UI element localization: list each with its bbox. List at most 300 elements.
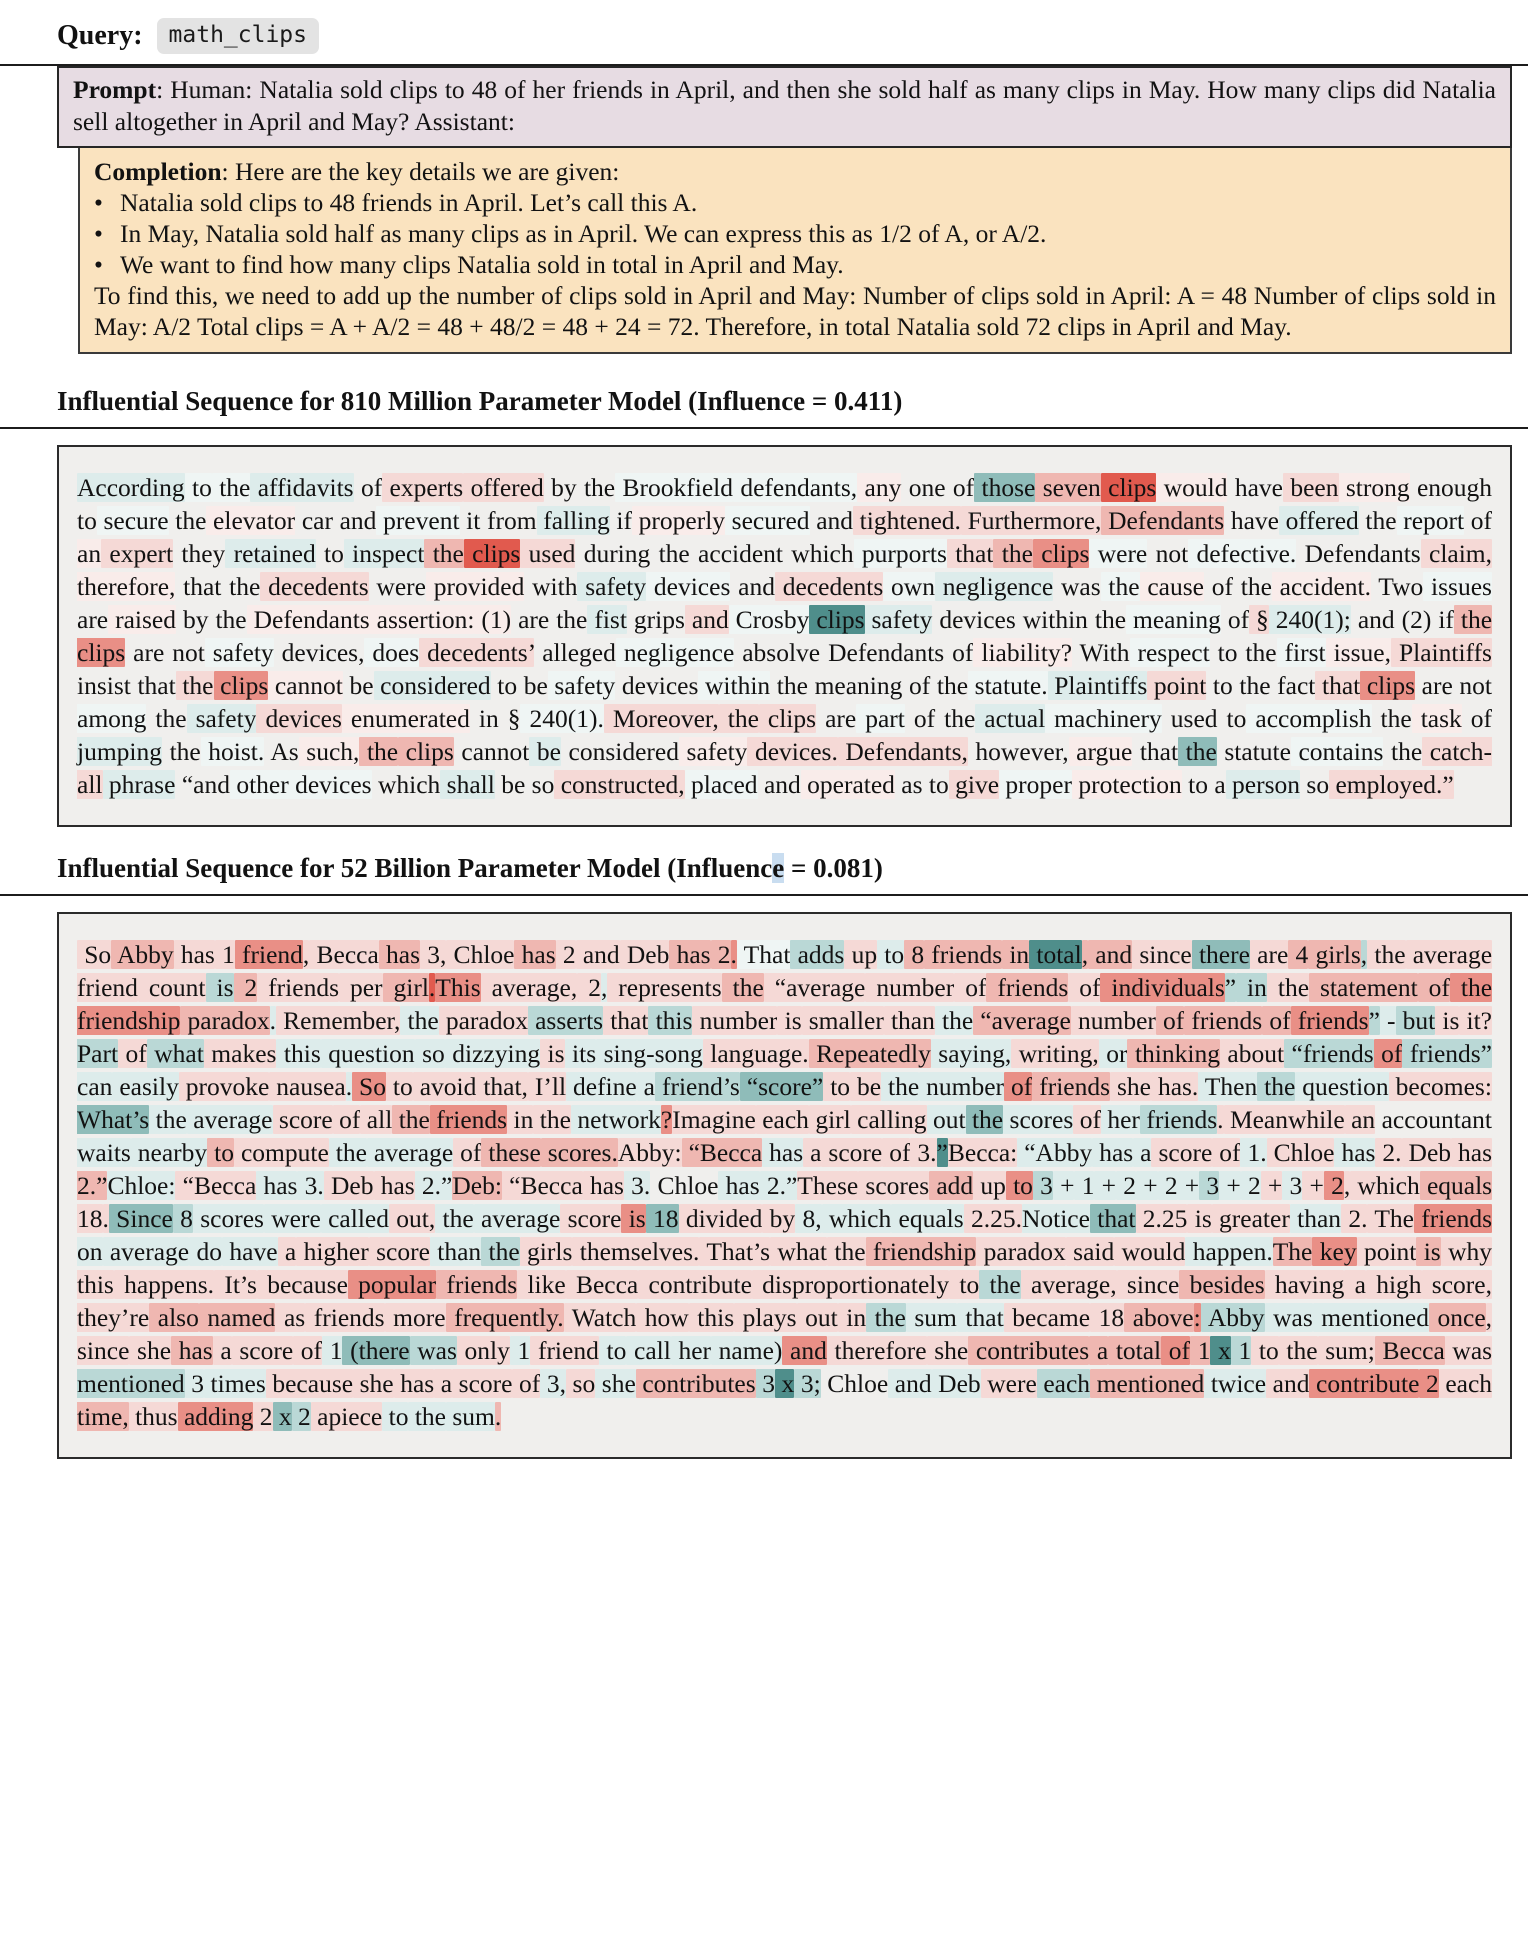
token: paradox <box>180 1006 270 1035</box>
token: 2 <box>577 973 601 1002</box>
token: equals <box>891 1204 964 1233</box>
token: each <box>1438 1369 1493 1398</box>
token: provided <box>425 572 525 601</box>
token: writing, <box>1011 1039 1099 1068</box>
token: the <box>935 704 976 733</box>
token: 3. <box>910 1138 937 1167</box>
token: this <box>77 1270 114 1299</box>
token: number <box>1070 1006 1156 1035</box>
token: having <box>1264 1270 1345 1299</box>
token: they <box>173 539 226 568</box>
token: girl <box>382 973 429 1002</box>
token: are <box>77 605 109 634</box>
sequence-box-52b <box>57 912 1512 1459</box>
token: score <box>452 1369 513 1398</box>
token: were <box>263 1204 321 1233</box>
token: adds <box>790 940 845 969</box>
token: the <box>965 1105 1004 1134</box>
token: time, <box>77 1402 129 1431</box>
token: shall <box>440 770 495 799</box>
token: and <box>809 506 854 535</box>
token: x <box>272 1402 292 1431</box>
token: total <box>1108 1336 1162 1365</box>
token: are <box>1249 940 1289 969</box>
token: + <box>1052 1171 1075 1200</box>
token: 2 <box>291 1402 311 1431</box>
token: devices <box>932 605 1016 634</box>
token: secured <box>725 506 810 535</box>
token: . <box>1217 1105 1224 1134</box>
token: , <box>1485 1303 1493 1332</box>
token: fact <box>1270 671 1316 700</box>
token: . <box>494 1402 502 1431</box>
token: the <box>168 506 207 535</box>
token: by <box>762 1204 796 1233</box>
token: was <box>1264 1303 1313 1332</box>
token: Watch <box>563 1303 637 1332</box>
token: the <box>211 473 251 502</box>
token: Defendants <box>820 638 945 667</box>
token: Becca: <box>947 1138 1018 1167</box>
token: an <box>77 539 102 568</box>
token: 2 <box>1116 1171 1137 1200</box>
token: grips <box>626 605 685 634</box>
section-heading-52b <box>57 853 1512 884</box>
token: accountant <box>1375 1105 1493 1134</box>
token: avoid <box>412 1072 477 1101</box>
token: have <box>1227 473 1283 502</box>
token: cannot <box>453 737 530 766</box>
token: saying, <box>930 1039 1012 1068</box>
token: sum <box>905 1303 957 1332</box>
token: . <box>730 940 737 969</box>
token: she <box>595 1369 636 1398</box>
token: up <box>844 940 878 969</box>
token: 2.” <box>759 1171 798 1200</box>
token: Furthermore, <box>960 506 1102 535</box>
token: meaning <box>1126 605 1221 634</box>
token: 2. <box>1341 1204 1368 1233</box>
token: adding <box>177 1402 254 1431</box>
token: devices <box>288 770 372 799</box>
token: of <box>1155 1006 1185 1035</box>
token: 2 <box>1419 1369 1439 1398</box>
token: within <box>1015 605 1088 634</box>
token: score <box>368 1237 430 1266</box>
token: is <box>1435 1006 1460 1035</box>
token: and <box>730 572 775 601</box>
token: of <box>332 1105 361 1134</box>
token: each <box>755 1105 809 1134</box>
token: mentioned <box>1090 1369 1205 1398</box>
token: to <box>1251 1336 1279 1365</box>
token: car <box>295 506 333 535</box>
token: constructed, <box>554 770 685 799</box>
token: 2 <box>233 973 258 1002</box>
token: Becca <box>1374 1336 1445 1365</box>
token: 1 <box>322 1336 343 1365</box>
token: 18 <box>645 1204 679 1233</box>
token: add <box>929 1171 974 1200</box>
token: only <box>456 1336 510 1365</box>
token: a <box>277 1237 297 1266</box>
token: + <box>1219 1171 1241 1200</box>
token: name) <box>711 1336 783 1365</box>
token: with <box>524 572 578 601</box>
token: 2. <box>1375 1138 1402 1167</box>
token: the <box>770 671 808 700</box>
token: Chloe <box>650 1171 719 1200</box>
token: such, <box>298 737 360 766</box>
token: Defendants <box>1101 506 1225 535</box>
token: there <box>1191 940 1250 969</box>
token: the <box>1383 737 1423 766</box>
token: has <box>256 1171 298 1200</box>
token: of <box>1373 1039 1403 1068</box>
token: which <box>821 1204 892 1233</box>
token: greater <box>1211 1204 1290 1233</box>
token: paradox <box>976 1237 1066 1266</box>
token: the <box>162 737 201 766</box>
token: the <box>221 572 261 601</box>
token: calling <box>850 1105 927 1134</box>
heading-rule-52b <box>0 894 1528 896</box>
token: has <box>373 1171 415 1200</box>
token: accident <box>689 539 783 568</box>
token: the <box>827 1237 866 1266</box>
token: the <box>930 671 969 700</box>
bullet-text: We want to find how many clips Natalia sold in total in April and May. <box>120 250 844 279</box>
token: within <box>698 671 771 700</box>
token: safety <box>547 671 616 700</box>
query-label: Query: <box>57 20 143 51</box>
token: her <box>1100 1105 1140 1134</box>
token: more <box>384 1303 446 1332</box>
token: a <box>636 1072 655 1101</box>
token: is <box>540 1039 565 1068</box>
token: decedents <box>260 572 369 601</box>
token: not <box>1147 539 1189 568</box>
token: in <box>837 1303 867 1332</box>
completion-lead: : Here are the key details we are given: <box>221 157 620 186</box>
token: safety <box>577 572 647 601</box>
token: a <box>434 1369 453 1398</box>
token: contribute <box>1309 1369 1420 1398</box>
token: score <box>1151 1138 1213 1167</box>
token: has <box>1334 1138 1376 1167</box>
token: “Becca <box>681 1138 763 1167</box>
token: in <box>1002 940 1030 969</box>
token: Abby <box>111 940 174 969</box>
bullet-icon: • <box>94 219 103 248</box>
token: That’s <box>699 1237 771 1266</box>
token: properly <box>632 506 726 535</box>
token: 1 <box>509 1336 531 1365</box>
token: alleged <box>534 638 616 667</box>
token: These <box>797 1171 859 1200</box>
token: , <box>302 940 310 969</box>
token: of <box>945 473 975 502</box>
token: any <box>857 473 902 502</box>
token: became <box>1003 1303 1091 1332</box>
bullet-text: In May, Natalia sold half as many clips as in April. We can express this as 1/2 of A, or A/2. <box>120 219 1047 248</box>
token: happens. <box>113 1270 215 1299</box>
token: was <box>1444 1336 1493 1365</box>
sequence-tokens-52b <box>77 938 1492 1433</box>
token: happen. <box>1185 1237 1273 1266</box>
token: 2.25. <box>963 1204 1022 1233</box>
token: define <box>566 1072 637 1101</box>
token: average <box>473 1204 561 1233</box>
token: friend <box>77 973 138 1002</box>
token: number <box>865 973 955 1002</box>
token: have <box>222 1237 278 1266</box>
token: Chloe <box>446 940 515 969</box>
token: has <box>669 940 711 969</box>
token: and <box>888 1369 932 1398</box>
token: Repeatedly <box>808 1039 931 1068</box>
token: “score” <box>739 1072 824 1101</box>
token: the <box>866 1303 906 1332</box>
token: would <box>1114 1237 1186 1266</box>
token: sing-song <box>596 1039 703 1068</box>
token: friends” <box>1402 1039 1492 1068</box>
token: I’ll <box>527 1072 567 1101</box>
token: raised <box>108 605 176 634</box>
token: used <box>1161 704 1218 733</box>
token: friends <box>1413 1204 1493 1233</box>
token: With <box>1072 638 1130 667</box>
token: by <box>543 473 577 502</box>
token: “friends <box>1284 1039 1374 1068</box>
token: friend <box>530 1336 599 1365</box>
token: of <box>453 1138 482 1167</box>
token: be <box>342 671 374 700</box>
token: devices <box>615 671 699 700</box>
token: protection <box>1071 770 1182 799</box>
token: higher <box>296 1237 369 1266</box>
token: a <box>1133 1138 1152 1167</box>
token: defective. <box>1188 539 1297 568</box>
token: actual <box>975 704 1046 733</box>
token: and <box>1088 940 1133 969</box>
token: 3 <box>1282 1171 1303 1200</box>
token: As <box>264 737 299 766</box>
token: , <box>600 973 608 1002</box>
token: score, <box>1421 1270 1492 1299</box>
token: used <box>520 539 576 568</box>
token: § <box>498 704 521 733</box>
token: she <box>1110 1072 1151 1101</box>
token: they’re <box>77 1303 150 1332</box>
token: the <box>1087 605 1127 634</box>
token: strong <box>1338 473 1410 502</box>
token: clips <box>758 704 817 733</box>
token: to <box>207 1138 234 1167</box>
token: retained <box>225 539 316 568</box>
token: than <box>1289 1204 1342 1233</box>
token: to <box>598 1336 627 1365</box>
token: Plaintiffs <box>1390 638 1492 667</box>
token: to <box>877 940 905 969</box>
token: devices. <box>747 737 838 766</box>
token: clips <box>213 671 269 700</box>
token: frequently. <box>445 1303 564 1332</box>
token: 3 <box>1199 1171 1220 1200</box>
token: seven <box>1035 473 1101 502</box>
token: and <box>684 605 729 634</box>
token: the <box>1449 973 1493 1002</box>
token: negligence <box>934 572 1054 601</box>
token: was <box>409 1336 457 1365</box>
token: the <box>1371 704 1412 733</box>
token: Deb <box>931 1369 981 1398</box>
token: “average <box>973 1006 1071 1035</box>
token: besides <box>1179 1270 1265 1299</box>
token: the <box>400 1006 439 1035</box>
token: so <box>565 1369 596 1398</box>
token: Part <box>77 1039 119 1068</box>
token: Since <box>108 1204 173 1233</box>
token: she <box>353 1369 394 1398</box>
token: contributes <box>635 1369 756 1398</box>
token: of <box>1461 704 1493 733</box>
token: 2.” <box>77 1171 108 1200</box>
token: part <box>856 704 905 733</box>
token: to <box>1206 671 1233 700</box>
token: that <box>603 1006 649 1035</box>
token: she <box>129 1336 172 1365</box>
token: a <box>1089 1336 1109 1365</box>
token: § <box>1249 605 1269 634</box>
token: to <box>1005 1171 1033 1200</box>
token: has <box>1092 1138 1134 1167</box>
token: clips <box>398 737 454 766</box>
token: devices, <box>273 638 365 667</box>
heading-rule-810m <box>0 427 1528 429</box>
token: of <box>1068 973 1101 1002</box>
token: 2 <box>253 1402 273 1431</box>
token: of <box>1073 1105 1101 1134</box>
token: inspect <box>343 539 425 568</box>
token: . <box>428 973 436 1002</box>
token: the <box>481 1237 520 1266</box>
token: tightened. <box>853 506 961 535</box>
token: 240(1). <box>520 704 604 733</box>
token: up <box>973 1171 1006 1200</box>
token: nausea <box>269 1072 346 1101</box>
token: therefore <box>826 1336 927 1365</box>
heading-text: Influential Sequence for 52 Billion Parameter Model (Influenc <box>57 853 773 883</box>
token: “average <box>763 973 866 1002</box>
token: , <box>1343 1171 1351 1200</box>
token: twice <box>1204 1369 1267 1398</box>
token: x <box>774 1369 795 1398</box>
token: were <box>980 1369 1037 1398</box>
token: “Abby <box>1017 1138 1093 1167</box>
token: the <box>1367 940 1406 969</box>
token: 18 <box>77 1204 103 1233</box>
token: clips <box>1100 473 1157 502</box>
token: is <box>205 973 234 1002</box>
token: 3 <box>184 1369 204 1398</box>
token: total <box>1029 940 1082 969</box>
token: dizzying <box>444 1039 541 1068</box>
token: has. <box>1150 1072 1199 1101</box>
token: to <box>1209 638 1238 667</box>
token: the <box>1278 1336 1318 1365</box>
token: phrase <box>102 770 176 799</box>
token: the <box>576 473 616 502</box>
token: Meanwhile <box>1223 1105 1345 1134</box>
token: this <box>276 1039 321 1068</box>
token: contains <box>1290 737 1384 766</box>
token: the <box>1232 572 1272 601</box>
token: falling <box>536 506 610 535</box>
token: has <box>762 1138 804 1167</box>
token: Then <box>1198 1072 1258 1101</box>
token: friends <box>1290 1006 1369 1035</box>
token: that <box>175 572 222 601</box>
prompt-box <box>57 66 1512 148</box>
token: 2 <box>710 940 731 969</box>
token: girl <box>808 1105 851 1134</box>
token: respect <box>1129 638 1210 667</box>
token: 3. <box>297 1171 324 1200</box>
token: the <box>979 1270 1021 1299</box>
token: meaning <box>807 671 903 700</box>
token: 4 <box>1288 940 1309 969</box>
token: the <box>1453 605 1493 634</box>
token: 2 <box>1240 1171 1261 1200</box>
token: because <box>256 1270 348 1299</box>
token: girls <box>1308 940 1361 969</box>
token: cannot <box>268 671 343 700</box>
token: but <box>1395 1006 1436 1035</box>
token: task <box>1411 704 1462 733</box>
prompt-label: Prompt <box>73 75 157 104</box>
token: 3 <box>1032 1171 1053 1200</box>
token: jumping <box>77 737 163 766</box>
token: the <box>1257 1072 1296 1101</box>
token: Brookfield <box>615 473 733 502</box>
token: Deb: <box>452 1171 502 1200</box>
token: are <box>1415 671 1453 700</box>
token: friends <box>257 973 339 1002</box>
token: 8 <box>172 1204 193 1233</box>
token: once <box>1428 1303 1486 1332</box>
token: the <box>208 605 247 634</box>
token: a <box>212 1336 232 1365</box>
token: report <box>1396 506 1465 535</box>
token: would <box>1156 473 1228 502</box>
token: decedents <box>774 572 884 601</box>
token: offered <box>1278 506 1359 535</box>
token: friends <box>305 1303 385 1332</box>
token: do <box>189 1237 223 1266</box>
token: to <box>1217 704 1247 733</box>
token: that <box>1315 671 1361 700</box>
token: (there <box>342 1336 410 1365</box>
token: friends <box>429 1105 508 1134</box>
token: that, <box>476 1072 528 1101</box>
token: negligence <box>615 638 735 667</box>
token: give <box>948 770 1000 799</box>
token: placed <box>684 770 758 799</box>
token: if <box>1431 605 1454 634</box>
token: statement <box>1309 973 1418 1002</box>
token: disproportionately <box>751 1270 950 1299</box>
